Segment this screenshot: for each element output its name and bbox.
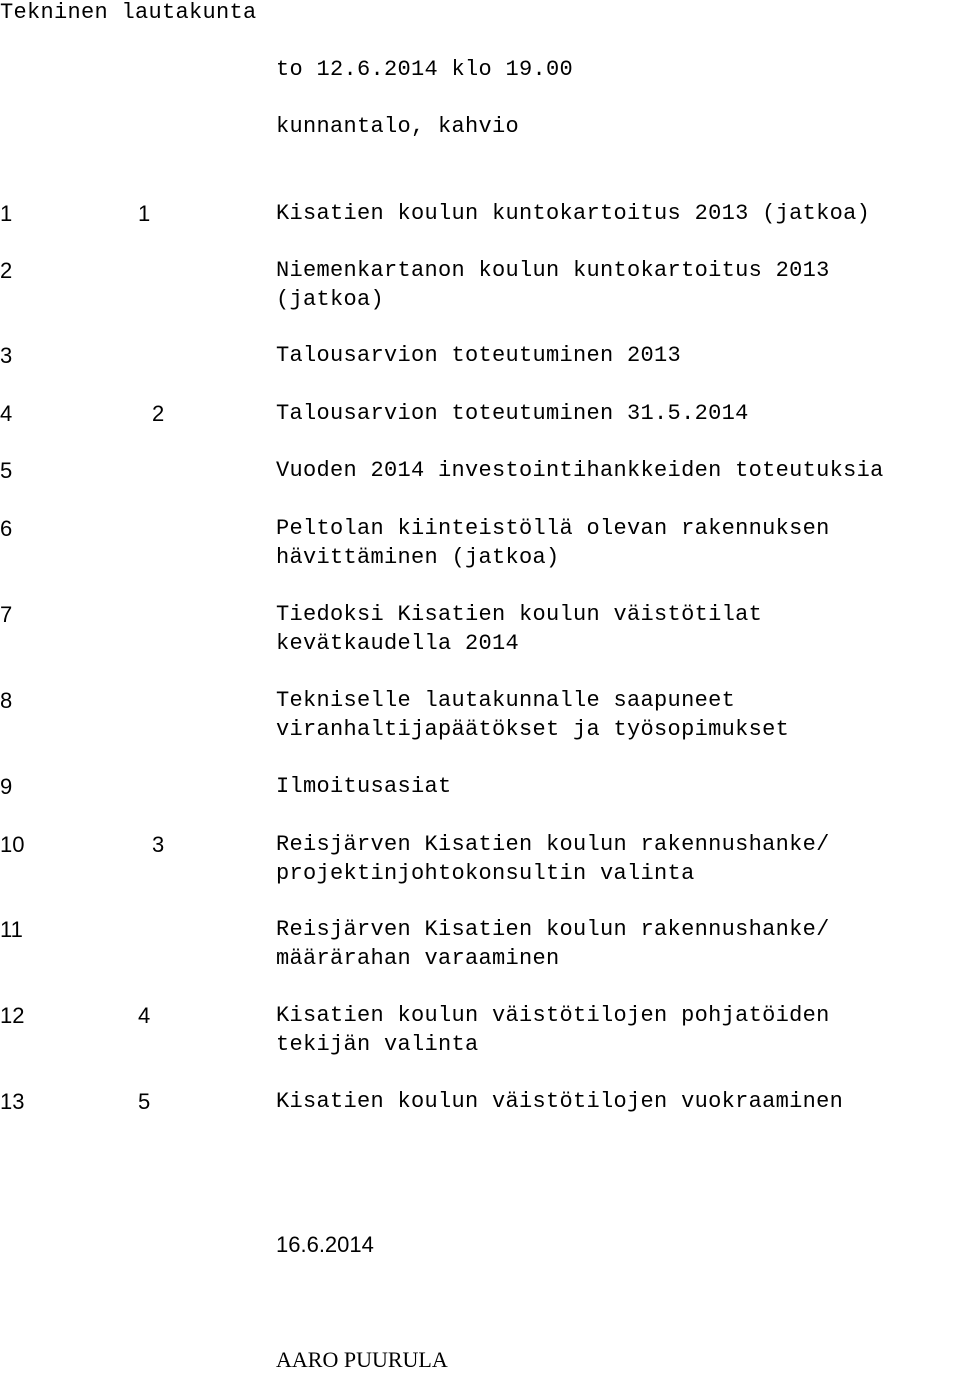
subject-line: kevätkaudella 2014 <box>276 630 520 656</box>
agenda-item-8 <box>0 687 960 747</box>
page-number: 5 <box>138 1089 151 1114</box>
signer-name: AARO PUURULA <box>276 1347 448 1372</box>
subject-line: Talousarvion toteutuminen 31.5.2014 <box>276 401 749 426</box>
subject-line: hävittäminen (jatkoa) <box>276 544 560 570</box>
page-number: 4 <box>138 1003 151 1028</box>
agenda-item-3 <box>0 342 960 402</box>
subject-line: Tekniselle lautakunnalle saapuneet <box>276 688 736 713</box>
agenda-item-5 <box>0 457 960 517</box>
item-subject <box>276 457 960 486</box>
subject-line: Kisatien koulun väistötilojen pohjatöiden <box>276 1003 830 1028</box>
agenda-item-1 <box>0 200 960 260</box>
item-number: 1 <box>0 201 13 226</box>
item-subject <box>276 916 960 973</box>
document-title: Tekninen lautakunta <box>0 0 257 25</box>
agenda-item-12 <box>0 1002 960 1062</box>
item-number: 12 <box>0 1003 25 1028</box>
item-subject <box>276 400 960 429</box>
item-subject <box>276 1002 960 1059</box>
item-subject <box>276 601 960 658</box>
item-subject <box>276 342 960 371</box>
agenda-item-4 <box>0 400 960 460</box>
page-number: 1 <box>138 201 151 226</box>
agenda-item-10 <box>0 831 960 891</box>
page-number: 3 <box>152 832 165 857</box>
subject-line: Peltolan kiinteistöllä olevan rakennuksen <box>276 516 830 541</box>
meeting-time: to 12.6.2014 klo 19.00 <box>276 57 574 82</box>
page-number: 2 <box>152 401 165 426</box>
item-number: 5 <box>0 458 13 483</box>
subject-line: Kisatien koulun väistötilojen vuokraaminen <box>276 1089 844 1114</box>
subject-line: Kisatien koulun kuntokartoitus 2013 (jatkoa) <box>276 201 871 226</box>
subject-line: määrärahan varaaminen <box>276 945 560 971</box>
subject-line: Niemenkartanon koulun kuntokartoitus 2013 <box>276 258 830 283</box>
item-number: 4 <box>0 401 13 426</box>
item-number: 7 <box>0 602 13 627</box>
item-subject <box>276 515 960 572</box>
subject-line: tekijän valinta <box>276 1031 479 1057</box>
item-subject <box>276 687 960 744</box>
agenda-item-6 <box>0 515 960 575</box>
item-number: 11 <box>0 917 23 942</box>
item-number: 3 <box>0 343 13 368</box>
meeting-place: kunnantalo, kahvio <box>276 114 520 139</box>
agenda-item-7 <box>0 601 960 661</box>
item-number: 6 <box>0 516 13 541</box>
item-number: 10 <box>0 832 25 857</box>
item-number: 2 <box>0 258 13 283</box>
subject-line: Talousarvion toteutuminen 2013 <box>276 343 682 368</box>
signature-date: 16.6.2014 <box>276 1232 374 1257</box>
item-number: 8 <box>0 688 13 713</box>
subject-line: Reisjärven Kisatien koulun rakennushanke/ <box>276 917 830 942</box>
item-subject <box>276 257 960 314</box>
agenda-item-11 <box>0 916 960 976</box>
agenda-item-2 <box>0 257 960 317</box>
subject-line: (jatkoa) <box>276 286 385 312</box>
agenda-item-9 <box>0 773 960 833</box>
item-subject <box>276 1088 960 1117</box>
agenda-item-13 <box>0 1088 960 1148</box>
item-number: 13 <box>0 1089 25 1114</box>
subject-line: Tiedoksi Kisatien koulun väistötilat <box>276 602 763 627</box>
subject-line: Vuoden 2014 investointihankkeiden toteutuksia <box>276 458 884 483</box>
item-subject <box>276 200 960 229</box>
item-subject <box>276 831 960 888</box>
item-number: 9 <box>0 774 13 799</box>
subject-line: projektinjohtokonsultin valinta <box>276 860 695 886</box>
subject-line: Ilmoitusasiat <box>276 774 452 799</box>
subject-line: Reisjärven Kisatien koulun rakennushanke/ <box>276 832 830 857</box>
item-subject <box>276 773 960 802</box>
subject-line: viranhaltijapäätökset ja työsopimukset <box>276 716 790 742</box>
